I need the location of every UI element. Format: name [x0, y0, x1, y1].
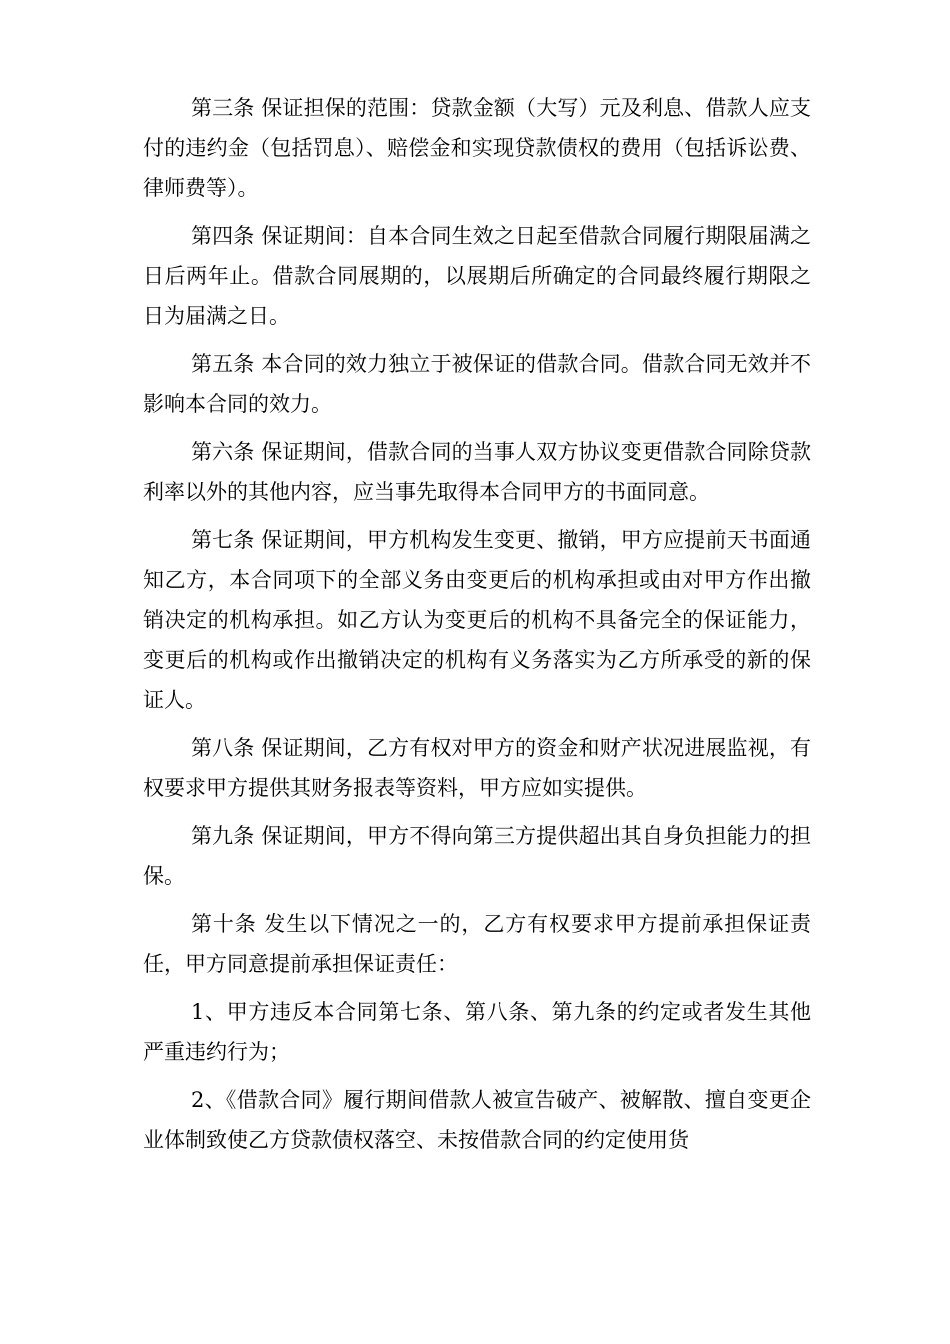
clause-10: 第十条 发生以下情况之一的，乙方有权要求甲方提前承担保证责任，甲方同意提前承担保证责任：: [143, 912, 811, 976]
clause-3: 第三条 保证担保的范围：贷款金额（大写）元及利息、借款人应支付的违约金（包括罚息）、赔偿金和实现贷款债权的费用（包括诉讼费、律师费等）。: [143, 96, 811, 200]
clause-7: 第七条 保证期间，甲方机构发生变更、撤销，甲方应提前天书面通知乙方，本合同项下的全部义务由变更后的机构承担或由对甲方作出撤销决定的机构承担。如乙方认为变更后的机构不具备完全的保证能力，变更后的机构或作出撤销决定的机构有义务落实为乙方所承受的新的保证人。: [143, 528, 811, 712]
clause-6: 第六条 保证期间，借款合同的当事人双方协议变更借款合同除贷款利率以外的其他内容，应当事先取得本合同甲方的书面同意。: [143, 440, 811, 504]
clause-10-item-2: 2、《借款合同》履行期间借款人被宣告破产、被解散、擅自变更企业体制致使乙方贷款债权落空、未按借款合同的约定使用货: [143, 1088, 811, 1152]
clause-9: 第九条 保证期间，甲方不得向第三方提供超出其自身负担能力的担保。: [143, 824, 811, 888]
clause-5: 第五条 本合同的效力独立于被保证的借款合同。借款合同无效并不影响本合同的效力。: [143, 352, 811, 416]
document-body: [143, 88, 811, 1168]
clause-8: 第八条 保证期间，乙方有权对甲方的资金和财产状况进展监视，有权要求甲方提供其财务报表等资料，甲方应如实提供。: [143, 736, 811, 800]
clause-4: 第四条 保证期间：自本合同生效之日起至借款合同履行期限届满之日后两年止。借款合同展期的，以展期后所确定的合同最终履行期限之日为届满之日。: [143, 224, 811, 328]
clause-10-item-1: 1、甲方违反本合同第七条、第八条、第九条的约定或者发生其他严重违约行为；: [143, 1000, 811, 1064]
